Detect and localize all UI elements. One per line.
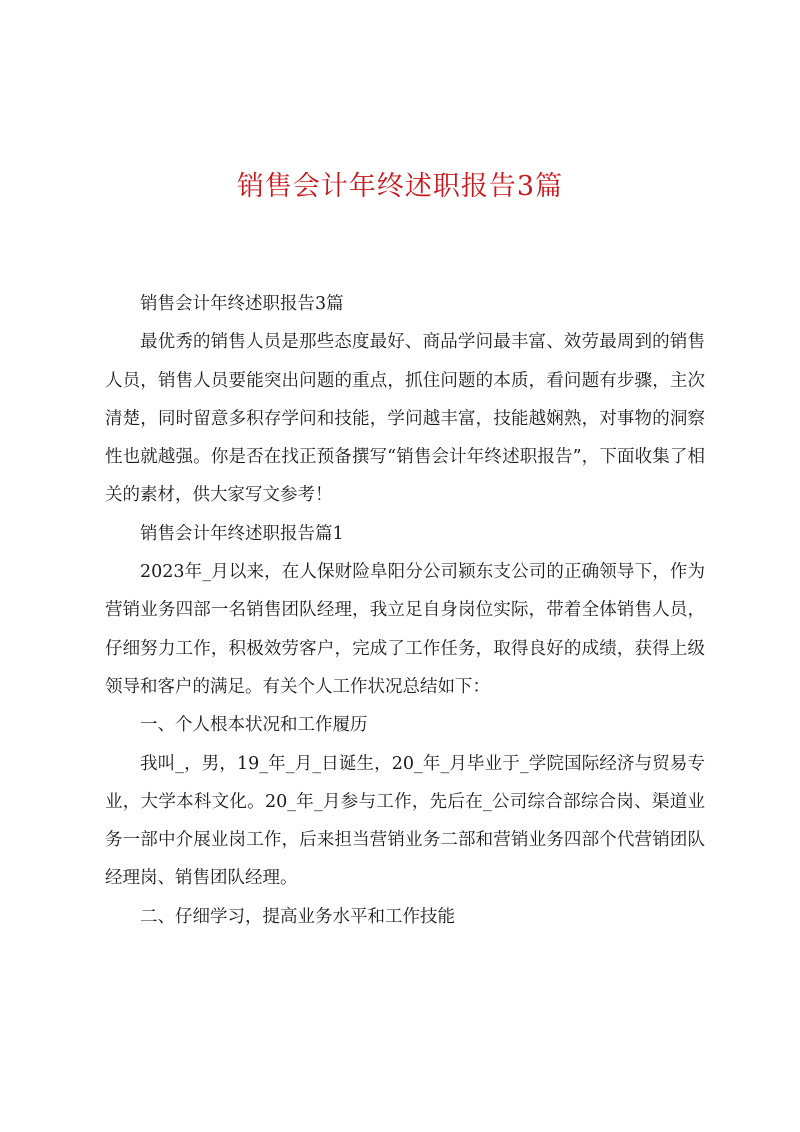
paragraph-heading-2: 二、仔细学习，提高业务水平和工作技能 [140,906,455,927]
paragraph-personal-info: 我叫_，男，19_年_月_日诞生，20_年_月毕业于_学院国际经济与贸易专业，大学本科文化。20_年_月参与工作，先后在_公司综合部综合岗、渠道业务一部中介展业岗工作，后来担当营销业务二部和营销业务四部个代营销团队经理岗、销售团队经理。 [105,753,705,889]
paragraph-overview: 2023年_月以来，在人保财险阜阳分公司颍东支公司的正确领导下，作为营销业务四部一名销售团队经理，我立足自身岗位实际，带着全体销售人员，仔细努力工作，积极效劳客户，完成了工作任务，取得良好的成绩，获得上级领导和客户的满足。有关个人工作状况总结如下： [105,562,705,697]
document-title: 销售会计年终述职报告3篇 [236,171,564,202]
document-body [105,285,705,936]
paragraph-section-heading: 销售会计年终述职报告篇1 [140,523,344,544]
paragraph-subtitle: 销售会计年终述职报告3篇 [140,294,344,314]
paragraph-intro: 最优秀的销售人员是那些态度最好、商品学问最丰富、效劳最周到的销售人员，销售人员要能突出问题的重点，抓住问题的本质，看问题有步骤，主次清楚，同时留意多积存学问和技能，学问越丰富，技能越娴熟，对事物的洞察性也就越强。你是否在找正预备撰写“销售会计年终述职报告”，下面收集了相关的素材，供大家写文参考！ [105,332,705,506]
paragraph-heading-1: 一、个人根本状况和工作履历 [140,715,368,736]
